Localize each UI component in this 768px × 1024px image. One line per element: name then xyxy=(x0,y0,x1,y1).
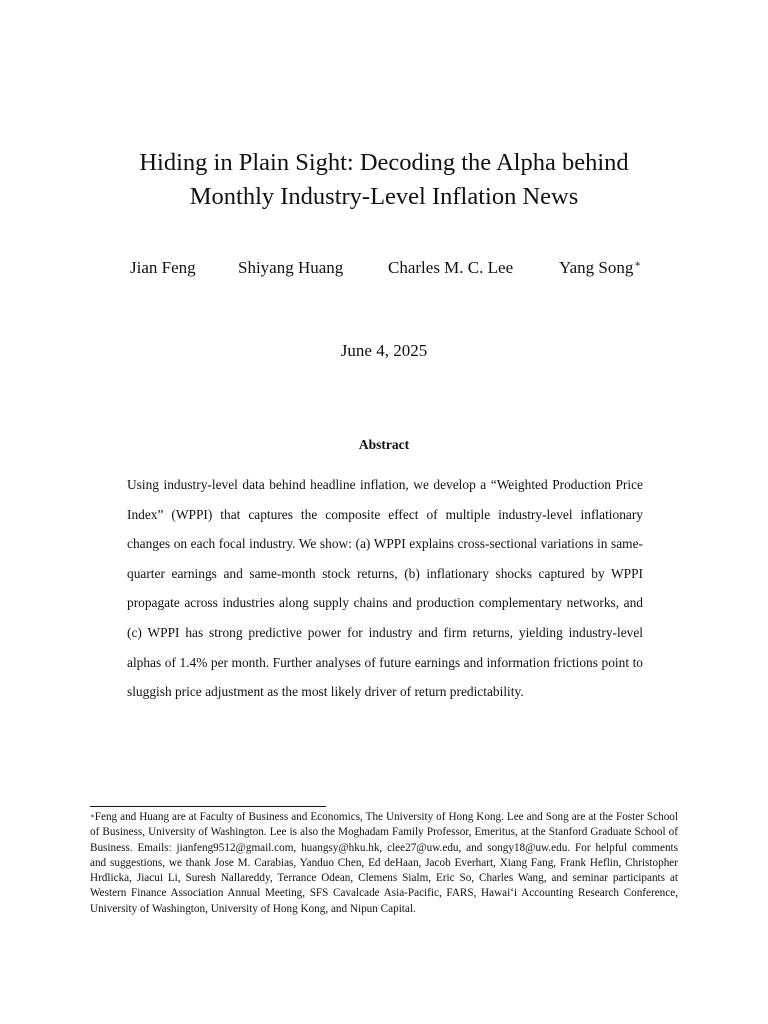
author-list xyxy=(0,256,768,280)
title-line-1: Hiding in Plain Sight: Decoding the Alpha behind xyxy=(139,149,629,176)
author-charles-lee: Charles M. C. Lee xyxy=(388,258,514,277)
author-shiyang-huang: Shiyang Huang xyxy=(238,258,344,277)
title-line-2: Monthly Industry-Level Inflation News xyxy=(189,183,579,210)
abstract-heading: Abstract xyxy=(358,437,410,452)
paper-title xyxy=(0,146,768,214)
footnote-text: Feng and Huang are at Faculty of Business and Economics, The University of Hong Kong. Lee and Song are at the Foster School of Business, University of Washington. Lee is also the Moghadam Family Professor, Emeritus, at the Stanford Graduate School of Business. Emails: jianfeng9512@gmail.com, huangsy@hku.hk, clee27@uw.edu, and songy18@uw.edu. For helpful comments and suggestions, we thank Jose M. Carabias, Yanduo Chen, Ed deHaan, Jacob Everhart, Xiang Fang, Frank Heflin, Christopher Hrdlicka, Jiacui Li, Suresh Nallareddy, Terrance Odean, Clemens Sialm, Eric So, Charles Wang, and seminar participants at Western Finance Association Annual Meeting, SFS Cavalcade Asia-Pacific, FARS, Hawai‘i Accounting Research Conference, University of Washington, University of Hong Kong, and Nipun Capital. xyxy=(90,811,678,915)
footnote-divider xyxy=(90,806,326,807)
author-yang-song xyxy=(559,256,641,280)
paper-date: June 4, 2025 xyxy=(340,341,428,360)
author-name: Yang Song xyxy=(559,258,634,277)
abstract-text: Using industry-level data behind headline inflation, we develop a “Weighted Production Price Index” (WPPI) that captures the composite effect of multiple industry-level inflationary changes on each focal industry. We show: (a) WPPI explains cross-sectional variations in same-quarter earnings and same-month stock returns, (b) inflationary shocks captured by WPPI propagate across industries along supply chains and production complementary networks, and (c) WPPI has strong predictive power for industry and firm returns, yielding industry-level alphas of 1.4% per month. Further analyses of future earnings and information frictions point to sluggish price adjustment as the most likely driver of return predictability. xyxy=(127,477,643,700)
author-jian-feng: Jian Feng xyxy=(130,258,196,277)
footnote-mark: ∗ xyxy=(90,812,95,820)
footnote-mark: ∗ xyxy=(634,259,642,270)
footnote xyxy=(90,810,678,917)
